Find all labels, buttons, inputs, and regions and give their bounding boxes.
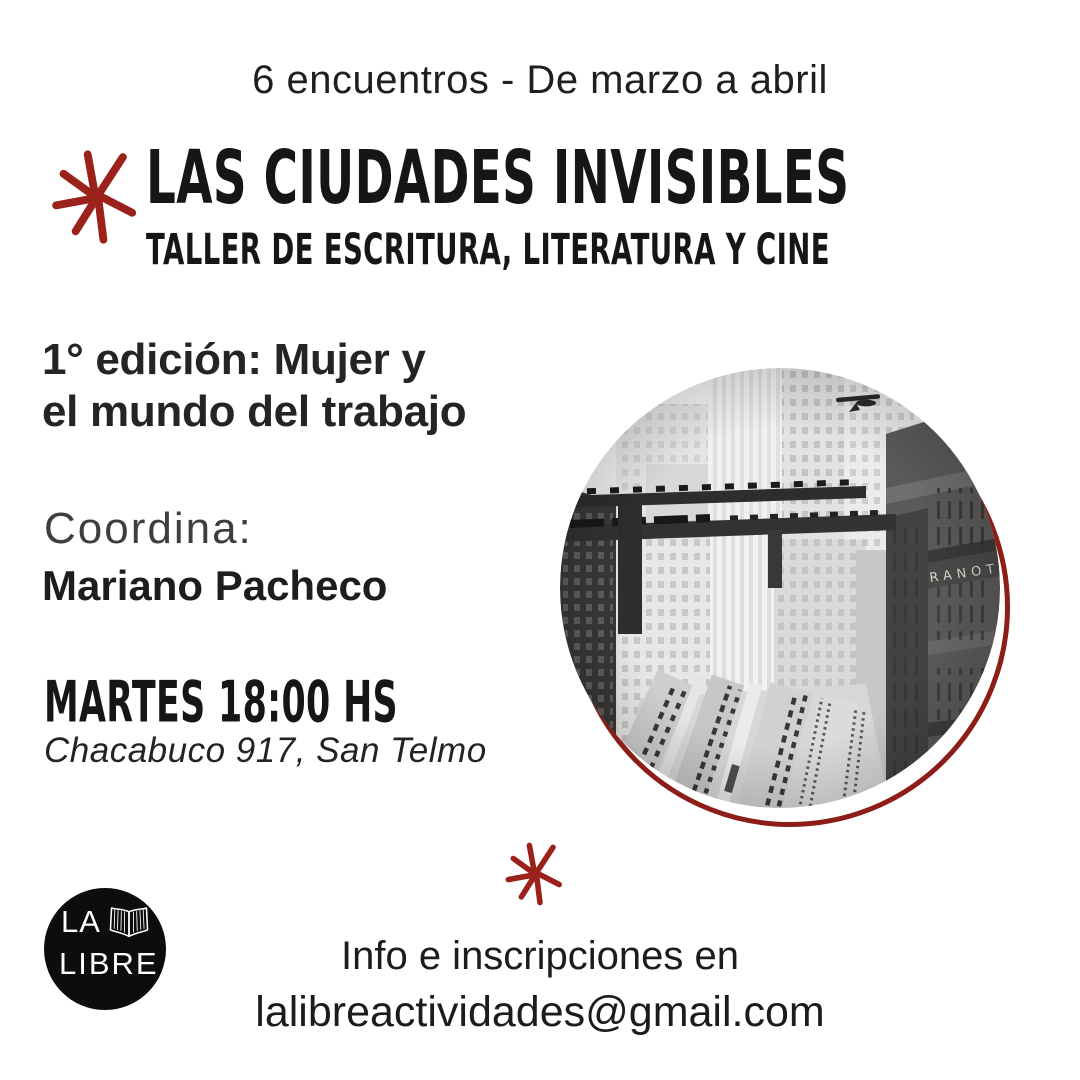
edition-line2: el mundo del trabajo: [42, 387, 467, 436]
coordinator-name: Mariano Pacheco: [42, 562, 388, 609]
info-line: Info e inscripciones en: [340, 934, 739, 978]
event-subtitle: TALLER DE ESCRITURA, LITERATURA Y CINE: [146, 226, 830, 275]
asterisk-icon: [48, 146, 144, 248]
address-text: Chacabuco 917, San Telmo: [44, 731, 487, 770]
event-photo: [560, 368, 1000, 808]
email-text: lalibreactividades@gmail.com: [255, 988, 825, 1036]
schedule-text: MARTES 18:00 HS: [44, 670, 398, 736]
event-title: LAS CIUDADES INVISIBLES: [146, 134, 850, 221]
logo-line2: LIBRE: [59, 946, 159, 981]
edition-line1: 1° edición: Mujer y: [42, 335, 426, 384]
coordinator-label: Coordina:: [44, 504, 253, 553]
edition-text: [42, 334, 466, 438]
asterisk-icon: [504, 836, 566, 912]
logo-line1: LA: [61, 904, 101, 939]
sessions-dates-line: 6 encuentros - De marzo a abril: [252, 58, 828, 102]
